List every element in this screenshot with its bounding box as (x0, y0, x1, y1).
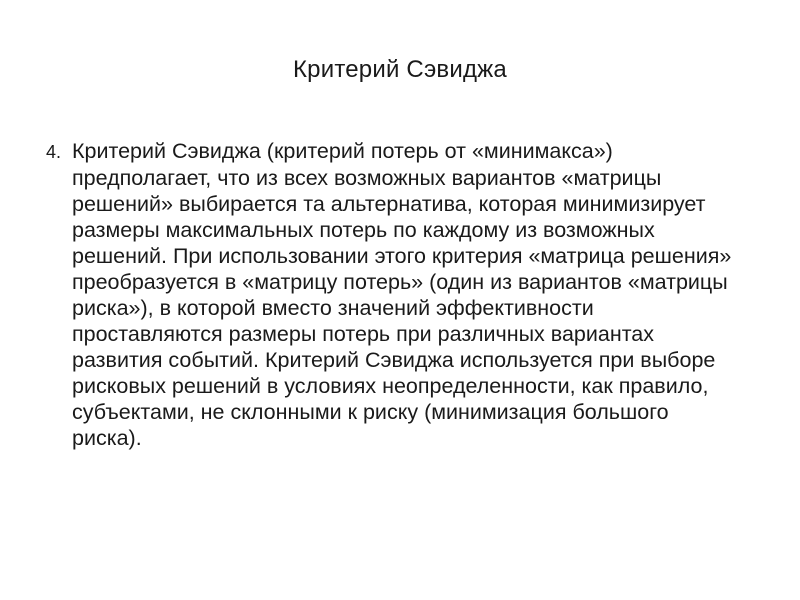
slide-body (46, 138, 736, 451)
paragraph-number: 4. (46, 142, 62, 162)
paragraph-text: Критерий Сэвиджа (критерий потерь от «минимакса») предполагает, что из всех возможных вариантов «матрицы решений» выбирается та альтернатива, которая минимизирует размеры максимальных потерь по каждому из возможных решений. При использовании этого критерия «матрица решения» преобразуется в «матрицу потерь» (один из вариантов «матрицы риска»), в которой вместо значений эффективности проставляются размеры потерь при различных вариантах развития событий. Критерий Сэвиджа используется при выборе рисковых решений в условиях неопределенности, как правило, субъектами, не склонными к риску (минимизация большого риска). (72, 139, 732, 450)
numbered-paragraph (46, 138, 736, 451)
slide-title: Критерий Сэвиджа (293, 56, 507, 83)
